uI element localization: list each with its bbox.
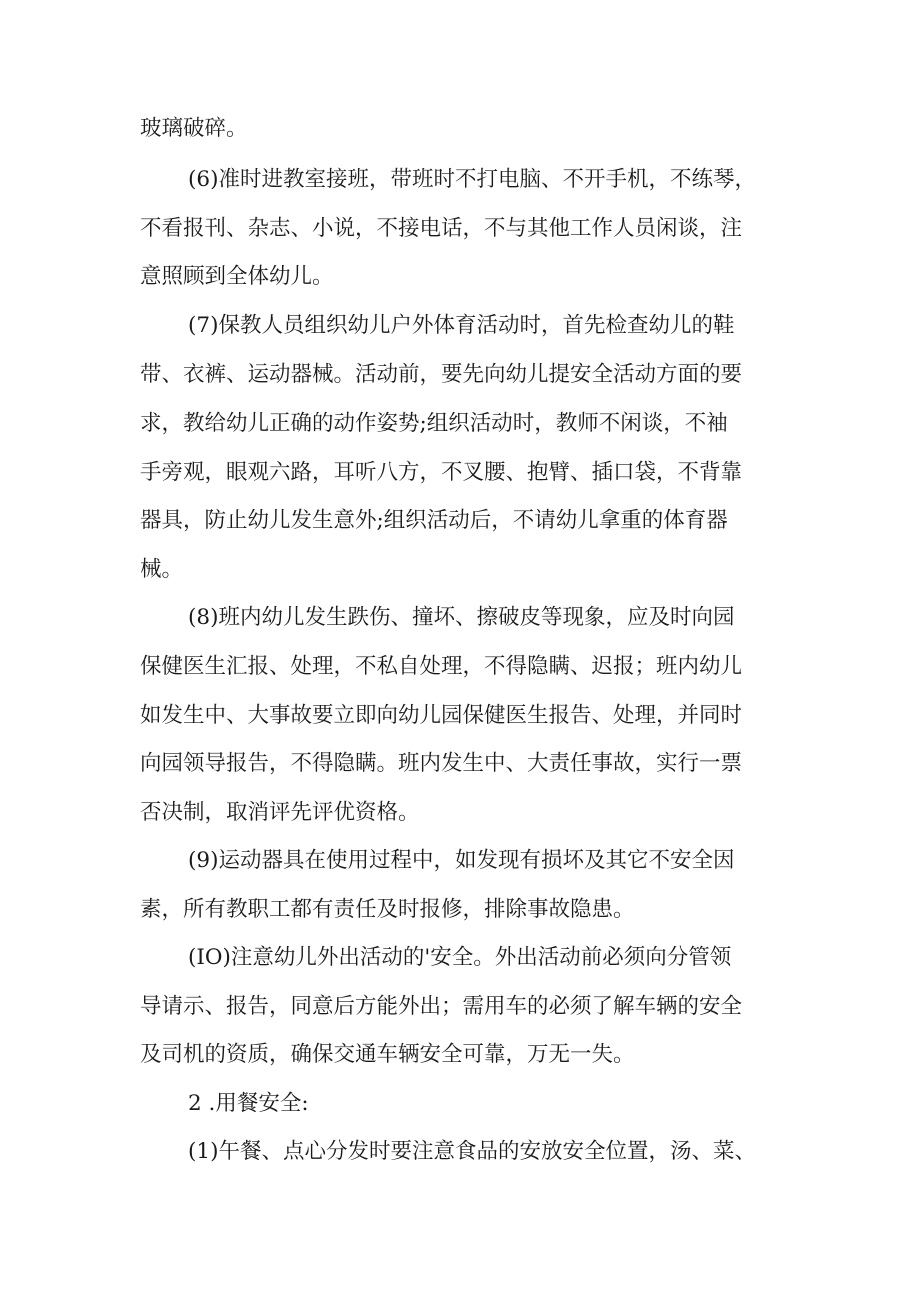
paragraph-line: 器具，防止幼儿发生意外;组织活动后，不请幼儿拿重的体育器 [140, 508, 728, 533]
paragraph-line: 向园领导报告，不得隐瞒。班内发生中、大责任事故，实行一票 [140, 751, 743, 776]
paragraph-line: 意照顾到全体幼儿。 [140, 264, 334, 289]
paragraph-line: 械。 [140, 557, 184, 582]
paragraph-line: (1)午餐、点心分发时要注意食品的安放安全位置，汤、菜、 [188, 1139, 756, 1164]
paragraph-line: 带、衣裤、运动器械。活动前，要先向幼儿提安全活动方面的要 [140, 362, 743, 387]
paragraph-line: 手旁观，眼观六路，耳听八方，不叉腰、抱臂、插口袋，不背靠 [140, 460, 743, 485]
paragraph-line: 保健医生汇报、处理，不私自处理，不得隐瞒、迟报；班内幼儿 [140, 654, 743, 679]
paragraph-line: (8)班内幼儿发生跌伤、撞坏、擦破皮等现象，应及时向园 [188, 605, 735, 630]
paragraph-line: (6)准时进教室接班，带班时不打电脑、不开手机，不练琴， [188, 167, 756, 192]
paragraph-line: 及司机的资质，确保交通车辆安全可靠，万无一失。 [140, 1042, 635, 1067]
paragraph-line: (7)保教人员组织幼儿户外体育活动时，首先检查幼儿的鞋 [188, 313, 735, 338]
paragraph-line: 如发生中、大事故要立即向幼儿园保健医生报告、处理，并同时 [140, 703, 743, 728]
paragraph-line: 不看报刊、杂志、小说，不接电话，不与其他工作人员闲谈，注 [140, 216, 743, 241]
paragraph-line: (9)运动器具在使用过程中，如发现有损坏及其它不安全因 [188, 848, 735, 873]
paragraph-line: 否决制，取消评先评优资格。 [140, 800, 420, 825]
paragraph-line: 素，所有教职工都有责任及时报修，排除事故隐患。 [140, 897, 635, 922]
section-heading: 2 .用餐安全: [188, 1091, 309, 1116]
paragraph-line: (IO)注意幼儿外出活动的'安全。外出活动前必须向分管领 [188, 945, 732, 970]
paragraph-line: 玻璃破碎。 [140, 116, 248, 141]
paragraph-line: 导请示、报告，同意后方能外出；需用车的必须了解车辆的安全 [140, 994, 743, 1019]
paragraph-line: 求，教给幼儿正确的动作姿势;组织活动时，教师不闲谈，不袖 [140, 411, 728, 436]
